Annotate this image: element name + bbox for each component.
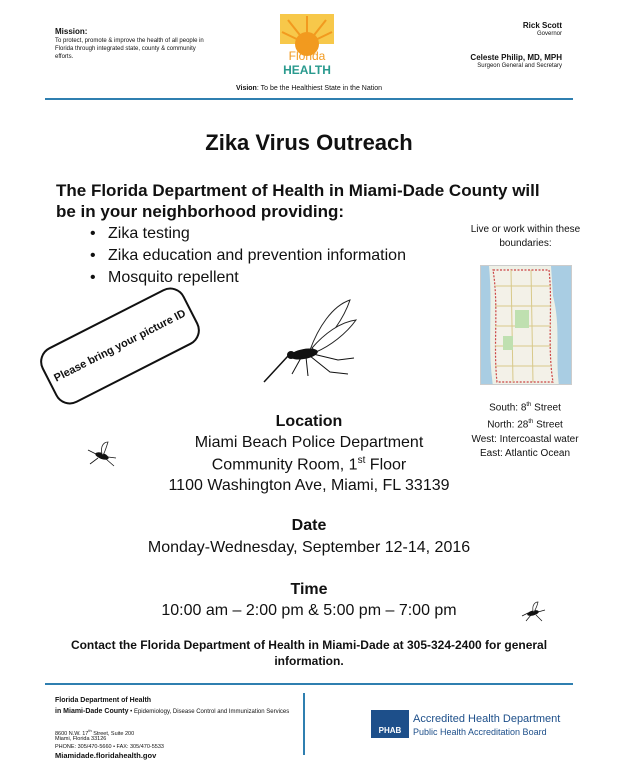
footer-address-line2: Miami, Florida 33126 [55,736,107,742]
boundary-south-street: Street [531,402,561,414]
footer-phone: PHONE: 305/470-5660 • FAX: 305/470-5533 [55,744,164,750]
footer-suite-text: Street, Suite 200 [91,730,135,737]
mission-text: To protect, promote & improve the health of all people in Florida through integrated state, county & community efforts. [55,38,204,61]
surgeon-general-name: Celeste Philip, MD, MPH [470,53,562,62]
mosquito-large [258,298,358,388]
ordinal-suffix: st [357,455,366,466]
mosquito-icon [258,298,358,388]
boundaries-intro: Live or work within these boundaries: [470,224,581,249]
footer-address-text: 8600 N.W. 17 [55,730,89,737]
florida-health-logo [276,14,338,78]
intro-text: The Florida Department of Health in Miami-Dade County will be in your neighborhood providing: [56,181,540,221]
logo-line1: Florida [288,49,326,63]
footer-county-name: in Miami-Dade County [55,708,129,715]
footer-county [55,707,290,716]
page-title: Zika Virus Outreach [205,130,413,155]
logo-line2: HEALTH [283,63,331,77]
footer-division: • Epidemiology, Disease Control and Immunization Services [128,709,290,715]
badge-text: Please bring your picture ID [52,307,188,385]
ordinal-suffix: th [528,419,534,426]
date-heading: Date [291,517,327,534]
boundary-west: West: Intercoastal water [471,433,579,445]
phab-logo: PHAB [371,710,409,738]
header-divider [45,98,573,100]
boundary-east: East: Atlantic Ocean [479,447,571,459]
phab-subtitle: Public Health Accreditation Board [413,727,547,737]
location-venue: Miami Beach Police Department [194,434,424,451]
service-item: • Zika testing [90,223,406,245]
governor-name: Rick Scott [522,21,562,30]
boundary-map [480,265,572,385]
service-item: • Zika education and prevention information [90,245,406,267]
location-room-text: Community Room, 1 [211,456,358,474]
florida-health-sun-logo [276,14,338,78]
service-item: • Mosquito repellent [90,267,406,289]
picture-id-badge [35,282,206,410]
footer-divider [45,683,573,685]
vision-statement [0,85,618,92]
footer-org-name: Florida Department of Health [55,697,152,704]
surgeon-general-title: Surgeon General and Secretary [477,63,562,69]
location-room [0,455,618,474]
services-list [90,223,406,289]
location-heading: Location [275,413,343,430]
governor-title: Governor [536,31,562,37]
ordinal-suffix: th [88,728,92,733]
contact-info: Contact the Florida Department of Health in Miami-Dade at 305-324-2400 for general information. [70,638,548,668]
time-heading: Time [290,581,328,598]
location-address: 1100 Washington Ave, Miami, FL 33139 [168,477,450,494]
footer-website[interactable]: Miamidade.floridahealth.gov [55,751,157,760]
boundary-north-text: North: 28 [487,419,529,431]
date-value: Monday-Wednesday, September 12-14, 2016 [147,539,471,556]
footer-vertical-divider [303,693,305,755]
vision-text: : To be the Healthiest State in the Nation [256,85,383,92]
vision-label: Vision [235,85,257,92]
ordinal-suffix: th [526,402,532,408]
location-floor-text: Floor [365,456,407,474]
phab-title: Accredited Health Department [413,713,561,725]
boundary-north-street: Street [533,419,563,431]
map-image [481,266,572,385]
time-value: 10:00 am – 2:00 pm & 5:00 pm – 7:00 pm [161,602,457,619]
mission-label: Mission: [55,27,88,36]
boundary-south-text: South: 8 [489,402,527,414]
